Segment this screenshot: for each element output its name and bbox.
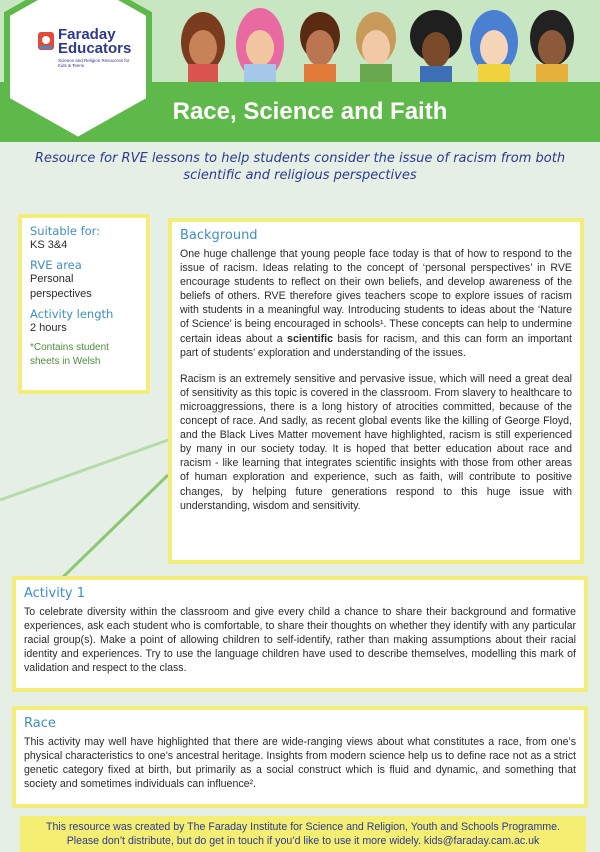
person-3: [300, 12, 340, 82]
activity-length-label: Activity length: [30, 307, 114, 321]
logo-mark-icon: [36, 28, 56, 54]
background-p1-bold: scientific: [287, 332, 333, 345]
rve-area-label: RVE area: [30, 258, 82, 272]
background-heading: Background: [180, 228, 258, 243]
suitable-value: KS 3&4: [30, 239, 68, 251]
background-paragraph-1: [180, 247, 572, 360]
rve-area-value: Personal perspectives: [30, 273, 92, 300]
activity-section: [12, 576, 588, 692]
logo-tagline: Science and Religion Resources for Kids & Teens: [58, 58, 130, 68]
logo-hexagon: [3, 0, 153, 142]
logo-name: Faraday Educators: [58, 26, 132, 57]
race-heading: Race: [24, 716, 56, 731]
person-4: [356, 12, 396, 82]
subtitle: Resource for RVE lessons to help students consider the issue of racism from both scientific and religious perspectives: [34, 151, 566, 183]
background-paragraph-2: Racism is an extremely sensitive and pervasive issue, which will need a great deal of sensitivity as this topic is covered in the classroom. From slavery to healthcare to microaggressions, there is a long history of atrocities committed, because of the concept of race. And sadly, as recent global events like the killing of George Floyd, and the Black Lives Matter movement have highlighted, racism is still experienced by many in our society today. It is hoped that better education about race and racism - like learning that integrates scientific insights with those from other areas of human exploration and experience, such as faith, will contribute to positive changes, by helping future generations respond to this huge issue with understanding, wisdom and sensitivity.: [180, 372, 572, 512]
person-7: [530, 10, 574, 82]
background-p1-end: basis for racism, and this can form an important part of students’ exploration and understanding of the issues.: [180, 332, 572, 359]
activity-heading: Activity 1: [24, 586, 86, 601]
logo[interactable]: [58, 28, 138, 68]
footer: [20, 816, 586, 852]
activity-length-value: 2 hours: [30, 322, 67, 334]
background-section: [168, 218, 584, 564]
footer-line-2[interactable]: Please don’t distribute, but do get in touch if you’d like to use it more widely. kids@faraday.cam.ac.uk: [66, 835, 540, 847]
info-sidebar: [18, 214, 150, 394]
welsh-note: *Contains student sheets in Welsh: [30, 342, 109, 367]
footer-line-1: This resource was created by The Faraday Institute for Science and Religion, Youth and Schools Programme.: [46, 821, 560, 833]
person-5: [410, 10, 462, 82]
race-text: This activity may well have highlighted that there are wide-ranging views about what constitutes a race, from one’s physical characteristics to one’s ancestral heritage. Insights from modern science help us to define race not as a strict genetic category fixed at birth, but primarily as a social construct which is fluid and dynamic, and something that society and sometimes individuals can influence².: [24, 736, 576, 791]
suitable-label: Suitable for:: [30, 224, 101, 238]
page-title: Race, Science and Faith: [172, 98, 448, 125]
background-p1-start: One huge challenge that young people face today is that of how to respond to the issue of racism. Ideas relating to the concept of ‘personal perspectives’ in RVE encourage students to reflect on their own beliefs, and develop awareness of the beliefs of others. RVE therefore gives teachers scope to explore issues of racism with students in a meaningful way. Introducing students to ideas about the ‘Nature of Science’ is being encouraged in schools¹. These concepts can help to undermine certain ideas about a: [180, 248, 572, 345]
person-1: [181, 12, 225, 82]
race-section: [12, 706, 588, 808]
person-6: [470, 10, 518, 82]
person-2: [236, 8, 284, 82]
people-illustration: [178, 6, 598, 82]
activity-text: To celebrate diversity within the classroom and give every child a chance to share their background and formative experiences, ask each student who is comfortable, to share their thoughts on whether they identify with any particular racial group(s). Make a point of allowing children to self-identify, rather than making assumptions about their racial identity and experiences. Try to use the language children have used to describe themselves, modelling this mark of validation and respect to the class.: [24, 606, 576, 675]
